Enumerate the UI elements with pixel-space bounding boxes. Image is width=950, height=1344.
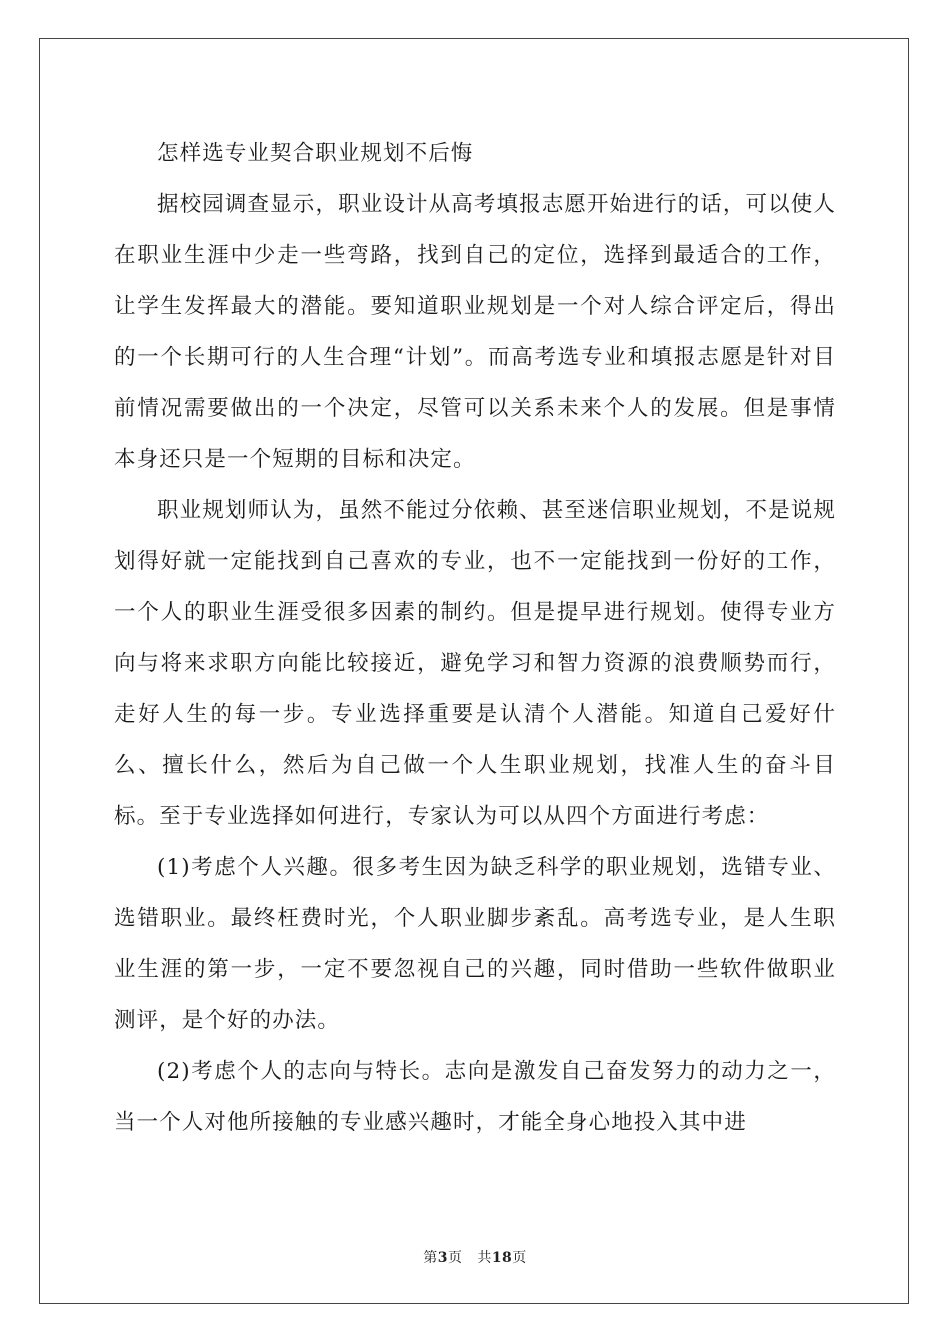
total-pages: 18 <box>491 1250 513 1266</box>
total-suffix: 页 <box>512 1250 527 1266</box>
total-prefix: 共 <box>477 1250 492 1266</box>
paragraph-2: 职业规划师认为，虽然不能过分依赖、甚至迷信职业规划，不是说规划得好就一定能找到自己喜欢的专业，也不一定能找到一份好的工作，一个人的职业生涯受很多因素的制约。但是提早进行规划。使得专业方向与将来求职方向能比较接近，避免学习和智力资源的浪费顺势而行，走好人生的每一步。专业选择重要是认清个人潜能。知道自己爱好什么、擅长什么，然后为自己做一个人生职业规划，找准人生的奋斗目标。至于专业选择如何进行，专家认为可以从四个方面进行考虑： <box>114 498 836 829</box>
page-footer <box>0 1247 950 1267</box>
paragraph-3: (1)考虑个人兴趣。很多考生因为缺乏科学的职业规划，选错专业、选错职业。最终枉费时光，个人职业脚步紊乱。高考选专业，是人生职业生涯的第一步，一定不要忽视自己的兴趣，同时借助一些软件做职业测评，是个好的办法。 <box>114 855 836 1033</box>
document-title: 怎样选专业契合职业规划不后悔 <box>157 141 474 166</box>
paragraph-4: (2)考虑个人的志向与特长。志向是激发自己奋发努力的动力之一，当一个人对他所接触的专业感兴趣时，才能全身心地投入其中进 <box>114 1059 836 1135</box>
document-body <box>114 128 836 1148</box>
page-suffix: 页 <box>447 1250 463 1266</box>
page-number: 3 <box>437 1250 448 1266</box>
page-prefix: 第 <box>423 1250 438 1266</box>
paragraph-1: 据校园调查显示，职业设计从高考填报志愿开始进行的话，可以使人在职业生涯中少走一些弯路，找到自己的定位，选择到最适合的工作，让学生发挥最大的潜能。要知道职业规划是一个对人综合评定后，得出的一个长期可行的人生合理“计划”。而高考选专业和填报志愿是针对目前情况需要做出的一个决定，尽管可以关系未来个人的发展。但是事情本身还只是一个短期的目标和决定。 <box>114 192 836 472</box>
